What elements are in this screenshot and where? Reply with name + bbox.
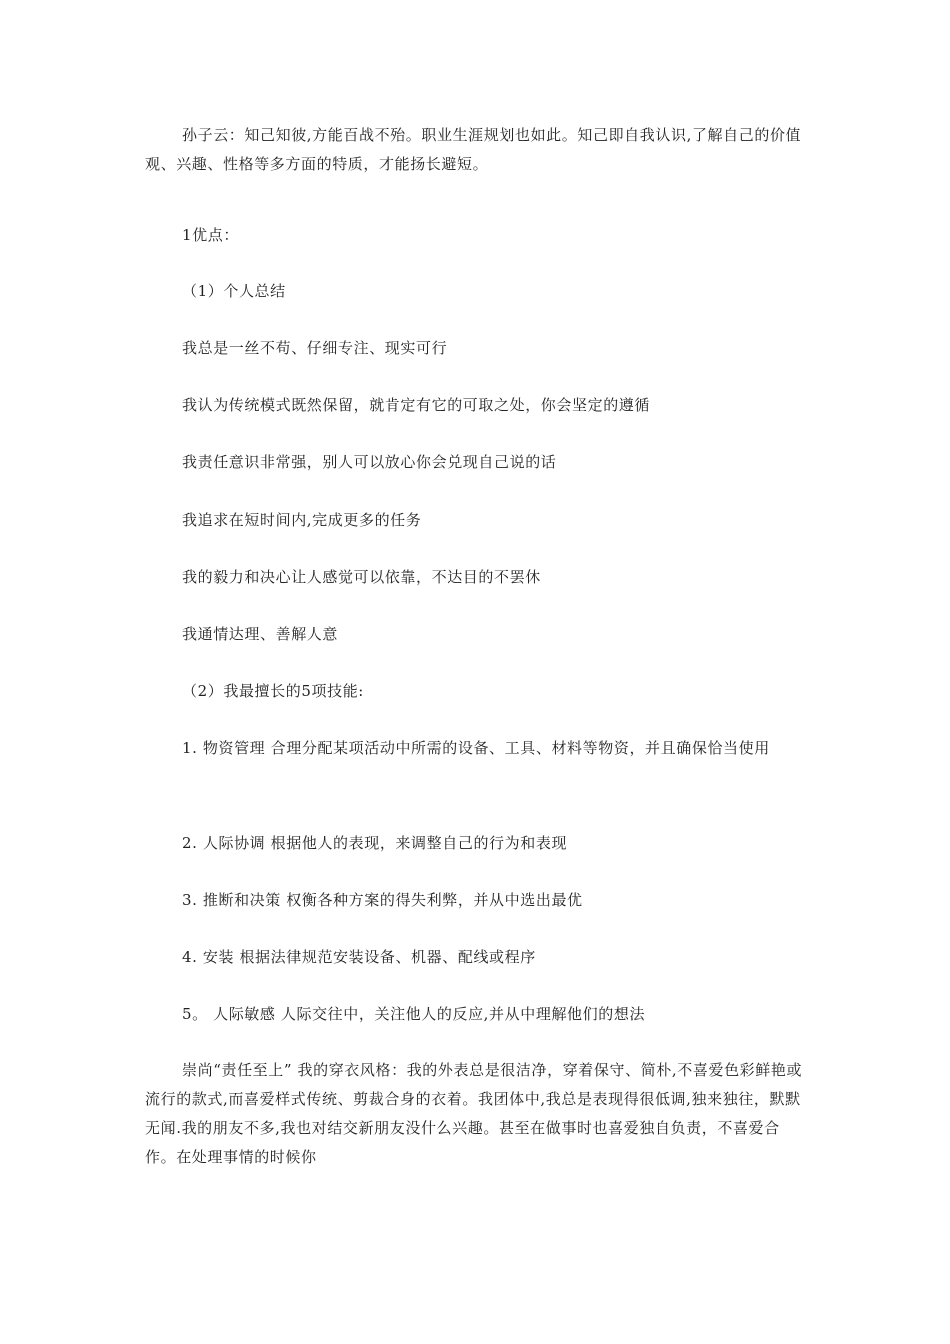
- summary-item: 我认为传统模式既然保留，就肯定有它的可取之处，你会坚定的遵循: [182, 396, 651, 414]
- skill-item: 3. 推断和决策 权衡各种方案的得失利弊，并从中选出最优: [182, 891, 583, 909]
- skill-item: 2. 人际协调 根据他人的表现，来调整自己的行为和表现: [182, 834, 568, 852]
- skill-item: 4. 安装 根据法律规范安装设备、机器、配线或程序: [182, 948, 536, 966]
- skill-item: 5。 人际敏感 人际交往中，关注他人的反应,并从中理解他们的想法: [182, 1005, 646, 1023]
- summary-item: 我的毅力和决心让人感觉可以依靠，不达目的不罢休: [182, 568, 541, 586]
- subheading-personal-summary: （1）个人总结: [182, 282, 286, 300]
- summary-item: 我追求在短时间内,完成更多的任务: [182, 511, 422, 529]
- closing-paragraph: 崇尚“责任至上” 我的穿衣风格：我的外表总是很洁净，穿着保守、简朴,不喜爱色彩鲜艳或流行的款式,而喜爱样式传统、剪裁合身的衣着。我团体中,我总是表现得很低调,独来独往，默默无闻.我的朋友不多,我也对结交新朋友没什么兴趣。甚至在做事时也喜爱独自负责，不喜爱合作。在处理事情的时候你: [145, 1061, 803, 1166]
- summary-item: 我总是一丝不苟、仔细专注、现实可行: [182, 339, 448, 357]
- skill-item: 1. 物资管理 合理分配某项活动中所需的设备、工具、材料等物资，并且确保恰当使用: [182, 739, 770, 757]
- summary-item: 我通情达理、善解人意: [182, 625, 339, 643]
- subheading-top-skills: （2）我最擅长的5项技能:: [182, 682, 364, 700]
- section-heading-strengths: 1优点：: [182, 226, 239, 244]
- intro-paragraph: 孙子云：知己知彼,方能百战不殆。职业生涯规划也如此。知己即自我认识,了解自己的价值观、兴趣、性格等多方面的特质，才能扬长避短。: [145, 126, 802, 173]
- summary-item: 我责任意识非常强，别人可以放心你会兑现自己说的话: [182, 453, 557, 471]
